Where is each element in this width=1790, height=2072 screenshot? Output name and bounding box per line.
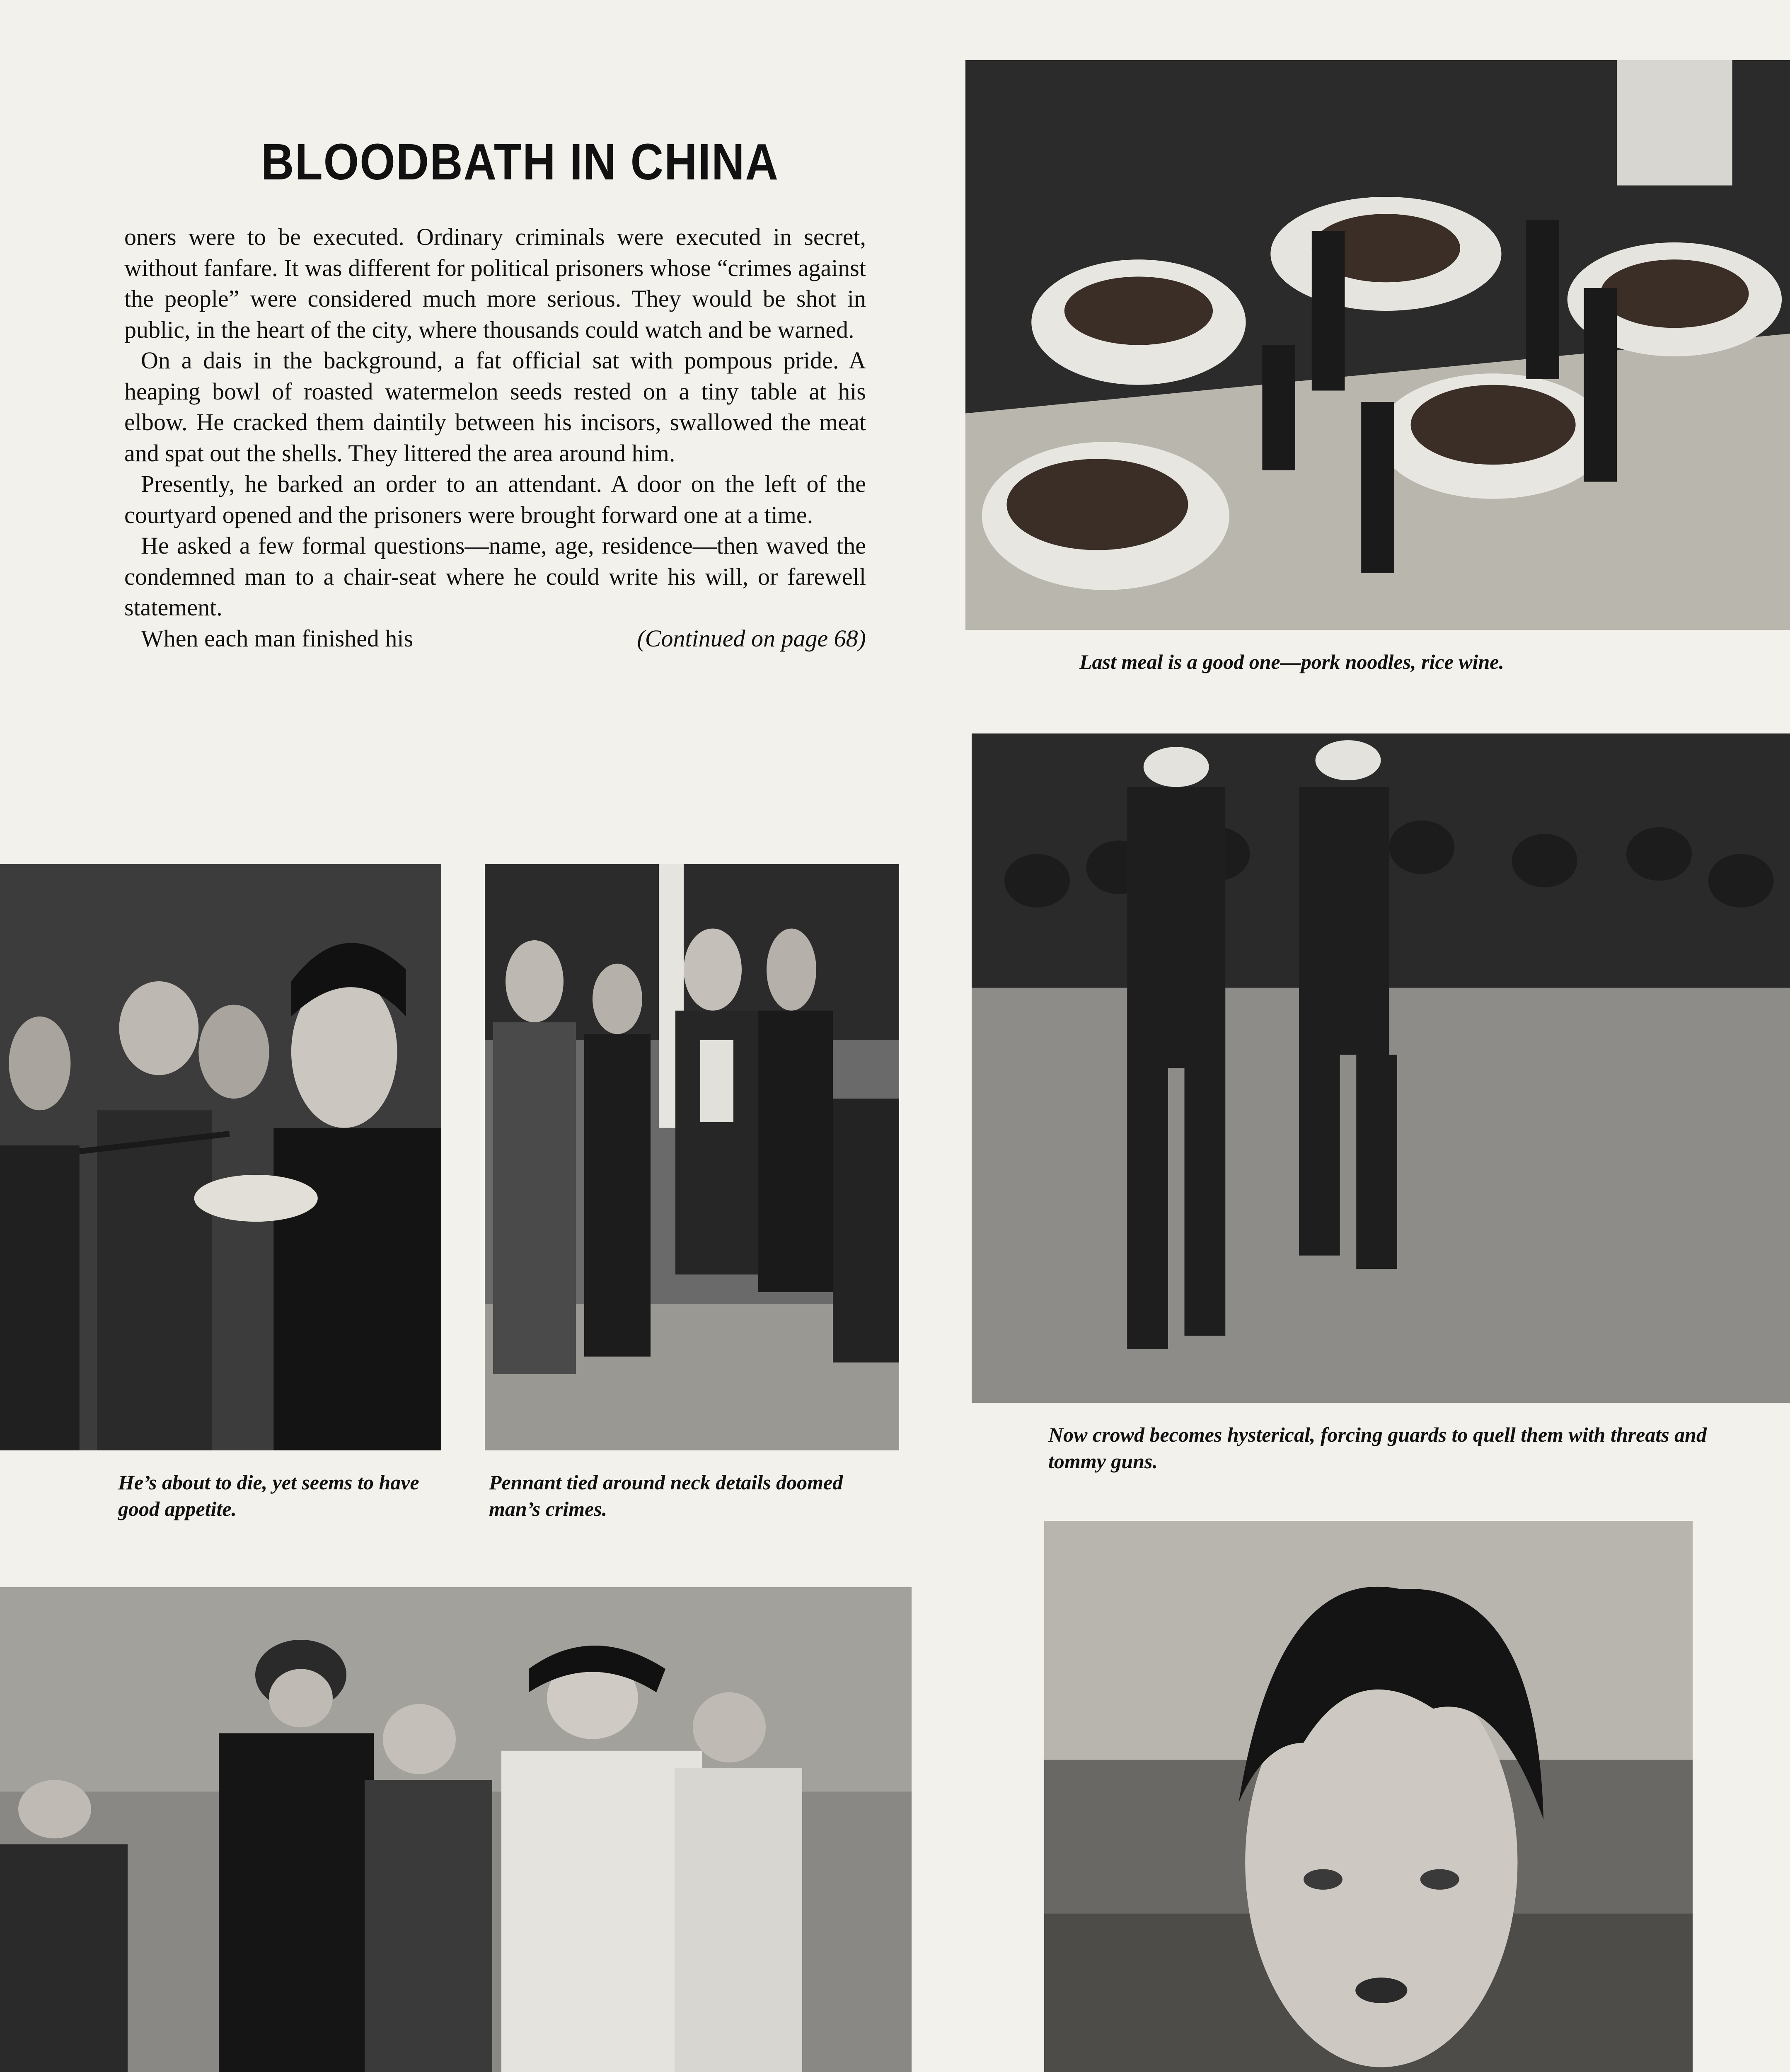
article-title: BLOODBATH IN CHINA bbox=[261, 133, 779, 191]
article-paragraph: oners were to be executed. Ordinary criminals were executed in secret, without fanfare. It was different for political prisoners whose “crimes against the people” were considered much more serious. They would be shot in public, in the heart of the city, where thousands could watch and be warned. bbox=[124, 223, 866, 343]
continued-on-page-note: (Continued on page 68) bbox=[637, 625, 866, 652]
continued-line bbox=[124, 623, 866, 654]
photo-pennant-neck bbox=[485, 864, 899, 1450]
article-last-line: When each man finished his bbox=[141, 625, 414, 652]
photo-last-second bbox=[1044, 1521, 1693, 2072]
photo-crowd-guards bbox=[972, 733, 1790, 1403]
article-paragraph: Presently, he barked an order to an attendant. A door on the left of the courtyard opened and the prisoners were brought forward one at a time. bbox=[124, 470, 866, 528]
caption-last-meal: Last meal is a good one—pork noodles, rice wine. bbox=[1079, 650, 1504, 673]
caption-pennant: Pennant tied around neck details doomed man’s crimes. bbox=[489, 1471, 843, 1520]
article-paragraph: On a dais in the background, a fat official sat with pompous pride. A heaping bowl of roasted watermelon seeds rested on a tiny table at his elbow. He cracked them daintily between his incisors, swallowed the meat and spat out the shells. They littered the area around him. bbox=[124, 347, 866, 467]
photo-prisoners-lined-up bbox=[0, 1587, 912, 2072]
caption-good-appetite: He’s about to die, yet seems to have good appetite. bbox=[118, 1471, 419, 1520]
photo-last-meal bbox=[965, 60, 1790, 630]
caption-crowd: Now crowd becomes hysterical, forcing guards to quell them with threats and tommy guns. bbox=[1048, 1423, 1707, 1473]
photo-good-appetite bbox=[0, 864, 441, 1450]
article-paragraph: He asked a few formal questions—name, age, residence—then waved the condemned man to a chair-seat where he could write his will, or farewell statement. bbox=[124, 532, 866, 621]
article-body bbox=[124, 222, 866, 654]
